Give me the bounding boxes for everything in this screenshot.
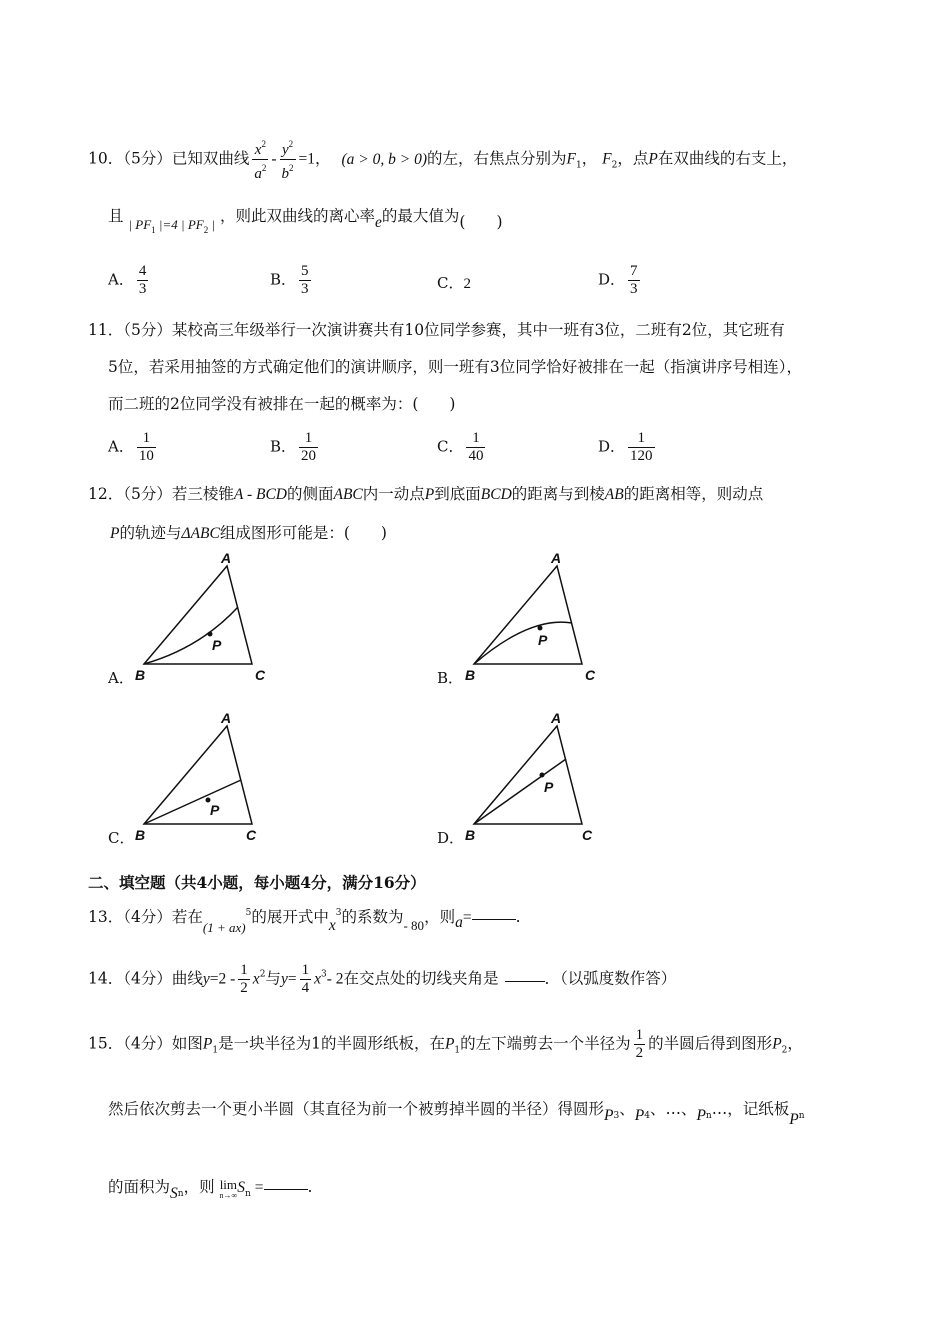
q10-option-b: B． $\frac{5}{3}$ (270, 263, 309, 297)
q12-figure-a (130, 548, 280, 688)
vertex-b: B (465, 667, 476, 683)
q12-figure-c (130, 708, 280, 848)
q12-line2: P的轨迹与ΔABC组成图形可能是：( ) (110, 524, 387, 542)
q10-line1: 10．（5分）已知双曲线 $\frac{x^2}{a^2}$ - $\frac{y^2}{b^2}$ =1， (a > 0, b > 0)的左，右焦点分别为$F_1$， $F_2$，点P在双曲线的右支上， (88, 136, 797, 183)
q15-line1: 15．（4分）如图$P_1$是一块半径为1的半圆形纸板，在$P_1$的左下端剪去一个半径为 $\frac{1}{2}$ 的半圆后得到图形$P_2$， (88, 1027, 803, 1061)
q11-line1: 11．（5分）某校高三年级举行一次演讲赛共有10位同学参赛，其中一班有3位，二班有2位，其它班有 (88, 321, 785, 339)
vertex-a: A (551, 710, 562, 726)
q12-fig-a-label: A． (108, 669, 134, 687)
q11-option-d: D． $\frac{1}{120}$ (598, 430, 653, 464)
q10-option-a: A． $\frac{4}{3}$ (108, 263, 147, 297)
q15-lim: lim n→∞ (219, 1177, 238, 1200)
q10-option-c: C．2 (437, 274, 471, 292)
q11-line3: 而二班的2位同学没有被排在一起的概率为：( ) (108, 395, 456, 413)
q11-option-c: C． $\frac{1}{40}$ (437, 430, 484, 464)
q12-fig-b-label: B． (437, 669, 464, 687)
q10-option-d: D． $\frac{7}{3}$ (598, 263, 638, 297)
q12-figure-b (460, 548, 610, 688)
q12-line1: 12．（5分）若三棱锥A - BCD的侧面ABC内一动点P到底面BCD的距离与到棱AB的距离相等，则动点 (88, 485, 764, 503)
point-p: P (210, 802, 220, 818)
vertex-a: A (221, 710, 232, 726)
vertex-c: C (582, 827, 593, 843)
vertex-c: C (246, 827, 257, 843)
q11-option-b: B． $\frac{1}{20}$ (270, 430, 317, 464)
q14-line: 14．（4分）曲线y=2 - $\frac{1}{2}$ $x^2$与y= $\frac{1}{4}$ $x^3-$ 2在交点处的切线夹角是 ．（以弧度数作答） (88, 962, 677, 996)
q12-fig-d-label: D． (437, 829, 465, 847)
q12-fig-c-label: C． (108, 829, 135, 847)
q10-line2: 且 $_{| PF_1 |=4 | PF_2 |}$ ，则此双曲线的离心率e的最大值为( ) (108, 207, 503, 235)
vertex-b: B (465, 827, 476, 843)
vertex-b: B (135, 667, 146, 683)
q15-line3: 的面积为$S_n$，则 lim n→∞ $S_n$ = . (108, 1177, 313, 1202)
vertex-a: A (221, 550, 232, 566)
vertex-b: B (135, 827, 146, 843)
section-2-heading: 二、填空题（共4小题，每小题4分，满分16分） (88, 873, 426, 892)
q12-figure-d (460, 708, 610, 848)
vertex-c: C (255, 667, 266, 683)
vertex-c: C (585, 667, 596, 683)
q15-line2: 然后依次剪去一个更小半圆（其直径为前一个被剪掉半圆的半径）得圆形$P_3$、$P_4$、…、$P_n\dots$，记纸板$P_n$ (108, 1100, 805, 1128)
q13-line: 13．（4分）若在$_{(1 + ax)}^5$的展开式中$x^3$的系数为$_{- 80}$，则a= . (88, 908, 521, 935)
q11-option-a: A． $\frac{1}{10}$ (108, 430, 154, 464)
q11-line2: 5位，若采用抽签的方式确定他们的演讲顺序，则一班有3位同学恰好被排在一起（指演讲序号相连）， (108, 358, 802, 376)
point-p: P (212, 637, 222, 653)
q10-frac-y: $\frac{y^2}{b^2}$ (281, 139, 294, 182)
q10-frac-x: $\frac{x^2}{a^2}$ (254, 139, 267, 182)
q10-abs-expr: | PF1 |=4 | PF2 | (128, 217, 216, 235)
point-p: P (538, 632, 548, 648)
point-p: P (544, 779, 554, 795)
vertex-a: A (551, 550, 562, 566)
